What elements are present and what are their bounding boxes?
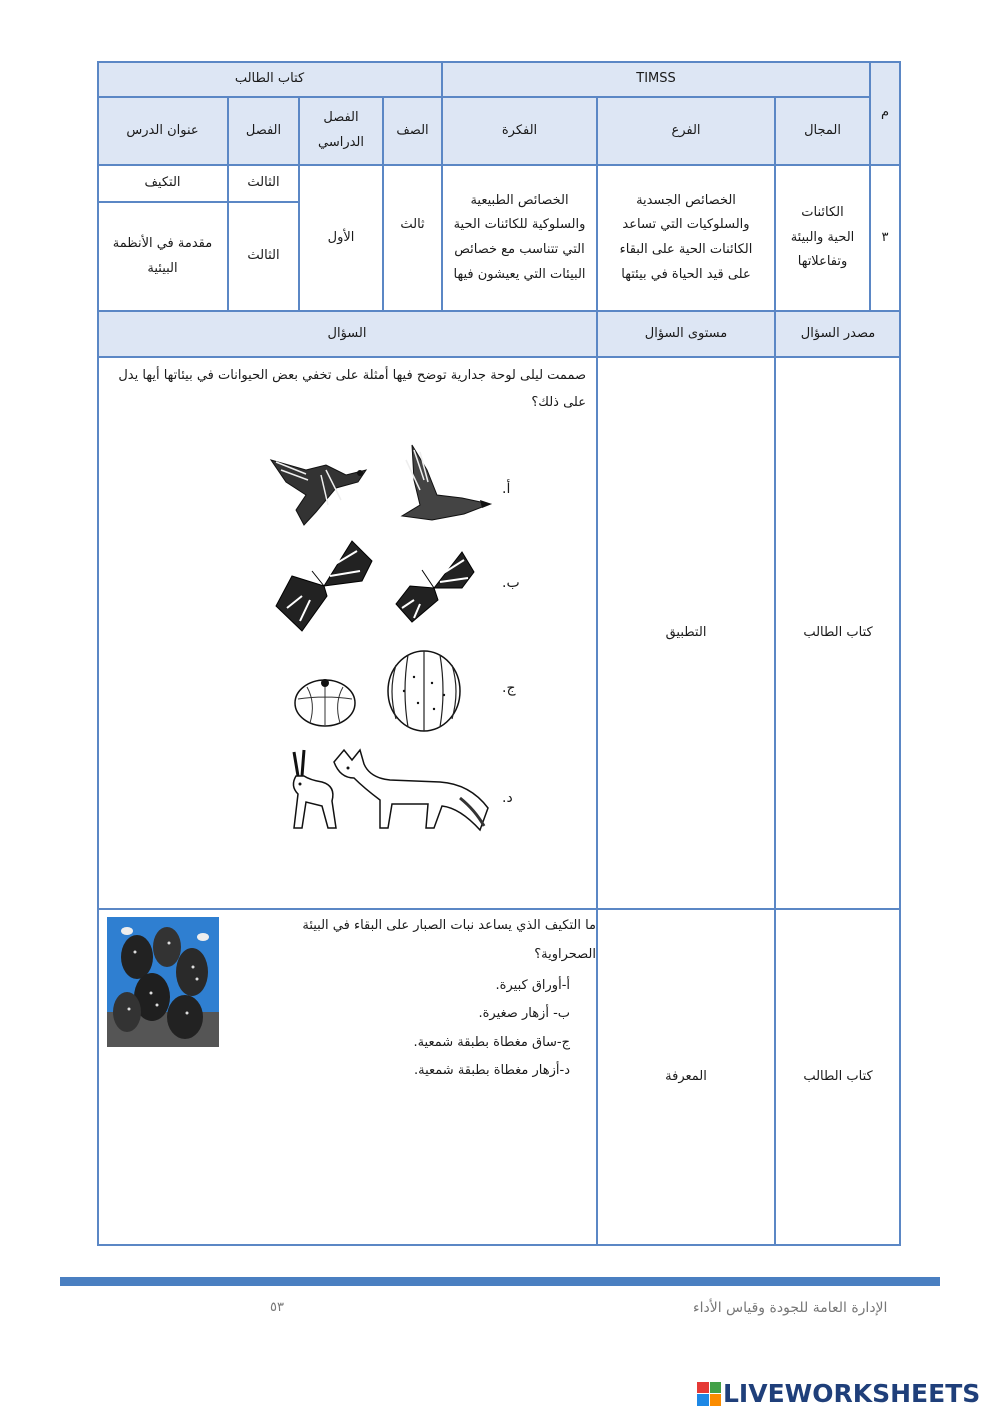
row-grade: ثالث <box>400 216 425 232</box>
row-number: ٣ <box>881 229 889 245</box>
monarch-butterfly-icon <box>392 548 478 624</box>
q2-option-a[interactable]: أ-أوراق كبيرة. <box>495 978 570 993</box>
grade-header: الصف <box>396 122 429 138</box>
row-domain: الكائنات الحية والبيئة وتفاعلاتها <box>790 204 855 270</box>
butterfly-icon <box>272 536 378 636</box>
branch-header: الفرع <box>671 122 701 138</box>
q2-level: المعرفة <box>665 1068 707 1084</box>
q1-option-d[interactable]: د. <box>502 790 513 806</box>
fox-icon <box>330 748 492 834</box>
row-lesson-2: مقدمة في الأنظمة البيئية <box>112 235 213 276</box>
liveworksheets-logo[interactable] <box>697 1379 980 1408</box>
q2-option-d[interactable]: د-أزهار مغطاة بطبقة شمعية. <box>414 1063 570 1078</box>
q2-source: كتاب الطالب <box>803 1068 873 1084</box>
liveworksheets-icon <box>697 1382 721 1406</box>
student-book-header: كتاب الطالب <box>234 71 305 87</box>
eagle-icon <box>392 440 494 530</box>
timss-header: TIMSS <box>636 71 676 87</box>
row-lesson-1: التكيف <box>144 175 181 191</box>
question-header: السؤال <box>327 325 367 341</box>
brand-name: LIVEWORKSHEETS <box>723 1379 981 1408</box>
row-idea: الخصائص الطبيعية والسلوكية للكائنات الحية التي تتناسب مع خصائص البيئات التي يعيشون فيها <box>453 192 586 282</box>
q1-text: صممت ليلى لوحة جدارية توضح فيها أمثلة على تخفي بعض الحيوانات في بيئاتها أيها يدل على ذلك؟ <box>118 368 586 411</box>
domain-header: المجال <box>804 122 841 138</box>
q2-text: ما التكيف الذي يساعد نبات الصبار على البقاء في البيئة الصحراوية؟ <box>302 918 596 962</box>
sea-urchin-icon <box>292 673 358 729</box>
lesson-title-header: عنوان الدرس <box>126 122 199 138</box>
question-level-header: مستوى السؤال <box>644 325 728 341</box>
q1-option-b[interactable]: ب. <box>502 575 520 591</box>
idea-header: الفكرة <box>501 122 538 138</box>
q2-option-c[interactable]: ج-ساق مغطاة بطبقة شمعية. <box>413 1035 570 1050</box>
row-chapter-2: الثالث <box>247 248 280 264</box>
q1-option-c[interactable]: ج. <box>502 680 516 696</box>
page-number: ٥٣ <box>270 1300 284 1315</box>
chapter-header: الفصل <box>245 122 282 138</box>
hawk-icon <box>266 440 376 530</box>
number-header: م <box>880 105 890 121</box>
cactus-photo-image <box>107 917 219 1047</box>
q1-level: التطبيق <box>665 624 707 640</box>
q1-source: كتاب الطالب <box>803 624 873 640</box>
footer-bar <box>60 1277 940 1286</box>
q2-option-b[interactable]: ب- أزهار صغيرة. <box>478 1006 570 1021</box>
semester-header: الفصل الدراسي <box>317 110 364 150</box>
cactus-icon <box>384 647 464 733</box>
footer-department: الإدارة العامة للجودة وقياس الأداء <box>693 1300 888 1316</box>
q1-option-a[interactable]: أ. <box>502 481 511 497</box>
row-chapter-1: الثالث <box>247 175 280 191</box>
row-semester: الأول <box>327 229 355 245</box>
question-source-header: مصدر السؤال <box>800 325 876 341</box>
row-branch: الخصائص الجسدية والسلوكيات التي تساعد الكائنات الحية على البقاء على قيد الحياة في بيئتها <box>619 192 753 282</box>
